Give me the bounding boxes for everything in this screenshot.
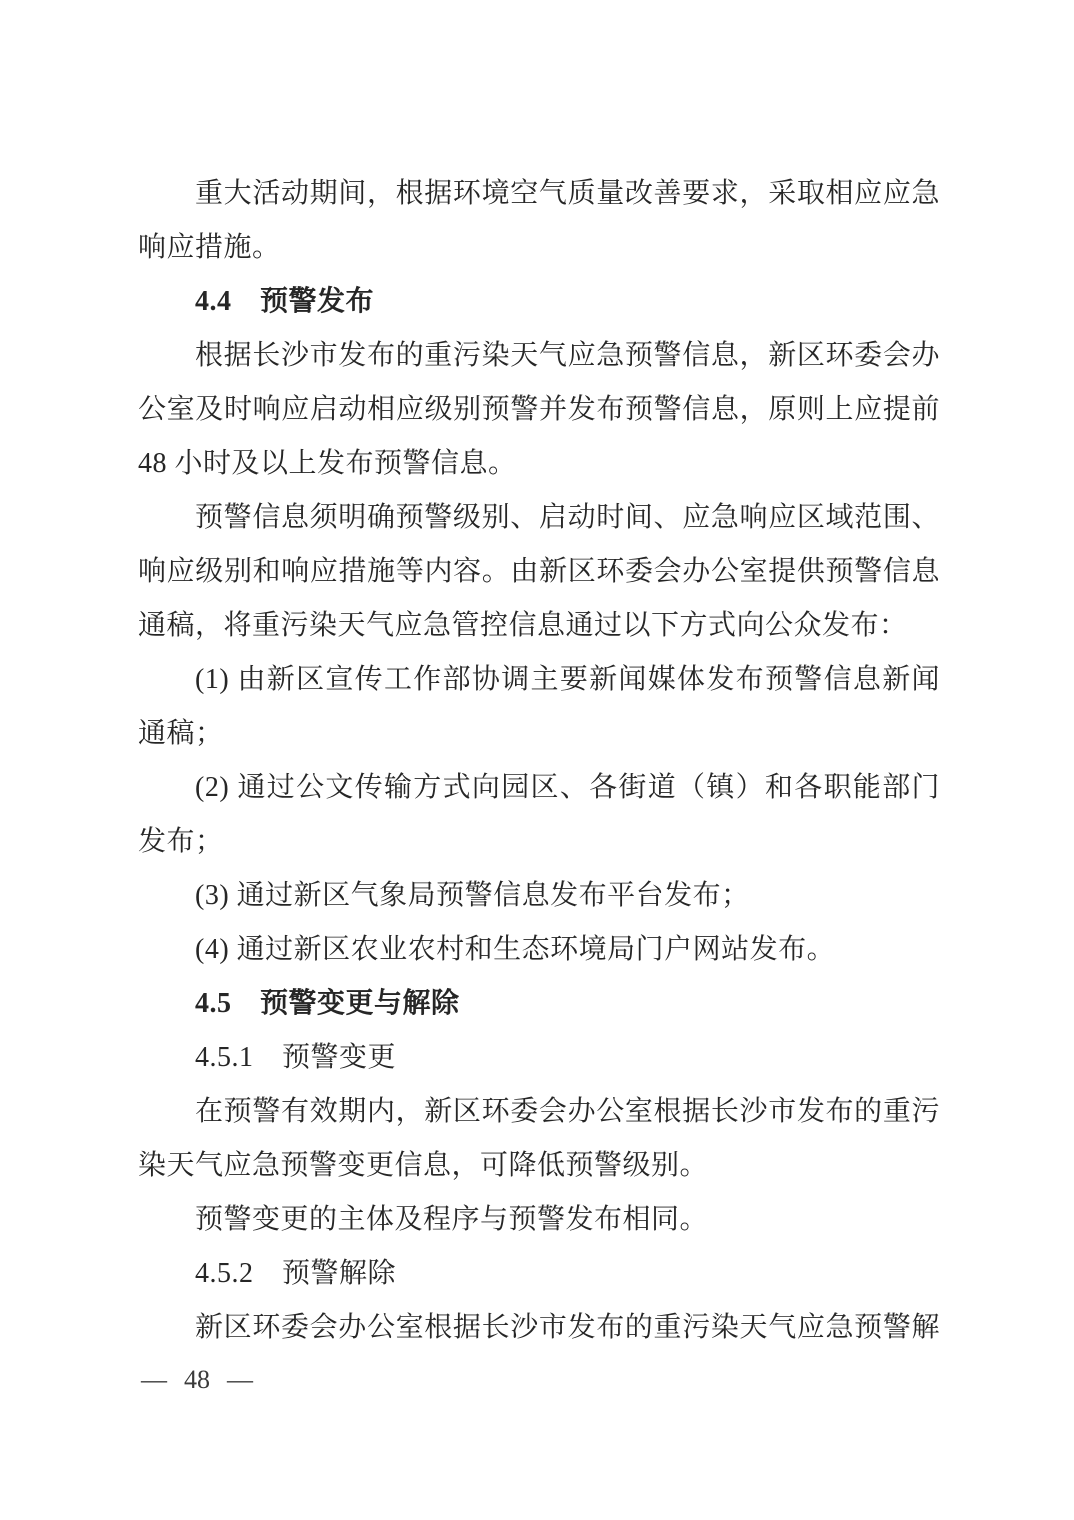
page-footer: [141, 1358, 253, 1402]
paragraph-line: 发布；: [138, 826, 224, 857]
subheading-4-5-1: 4.5.1 预警变更: [195, 1042, 397, 1073]
paragraph-line: 染天气应急预警变更信息，可降低预警级别。: [138, 1150, 709, 1181]
page-number: 48: [184, 1365, 210, 1394]
paragraph-line: 在预警有效期内，新区环委会办公室根据长沙市发布的重污: [195, 1096, 940, 1127]
paragraph-line: 根据长沙市发布的重污染天气应急预警信息，新区环委会办: [195, 340, 940, 371]
footer-dash-left: —: [141, 1365, 167, 1394]
document-body: [138, 167, 940, 1355]
paragraph-line: 预警变更的主体及程序与预警发布相同。: [195, 1204, 709, 1235]
paragraph-line: 响应级别和响应措施等内容。由新区环委会办公室提供预警信息: [138, 556, 940, 587]
paragraph-line: 公室及时响应启动相应级别预警并发布预警信息，原则上应提前: [138, 394, 940, 425]
list-item-2: (2) 通过公文传输方式向园区、各街道（镇）和各职能部门: [195, 772, 940, 803]
paragraph-line: 通稿，将重污染天气应急管控信息通过以下方式向公众发布：: [138, 610, 908, 641]
paragraph-line: 通稿；: [138, 718, 224, 749]
list-item-4: (4) 通过新区农业农村和生态环境局门户网站发布。: [195, 934, 836, 965]
paragraph-line: 新区环委会办公室根据长沙市发布的重污染天气应急预警解: [195, 1312, 940, 1343]
heading-4-5: 4.5 预警变更与解除: [195, 988, 460, 1019]
paragraph-line: 预警信息须明确预警级别、启动时间、应急响应区域范围、: [195, 502, 940, 533]
list-item-3: (3) 通过新区气象局预警信息发布平台发布；: [195, 880, 750, 911]
paragraph-line: 重大活动期间，根据环境空气质量改善要求，采取相应应急: [195, 178, 940, 209]
list-item-1: (1) 由新区宣传工作部协调主要新闻媒体发布预警信息新闻: [195, 664, 940, 695]
paragraph-line: 响应措施。: [138, 232, 281, 263]
subheading-4-5-2: 4.5.2 预警解除: [195, 1258, 397, 1289]
heading-4-4: 4.4 预警发布: [195, 286, 375, 317]
paragraph-line: 48 小时及以上发布预警信息。: [138, 448, 517, 479]
footer-dash-right: —: [227, 1365, 253, 1394]
